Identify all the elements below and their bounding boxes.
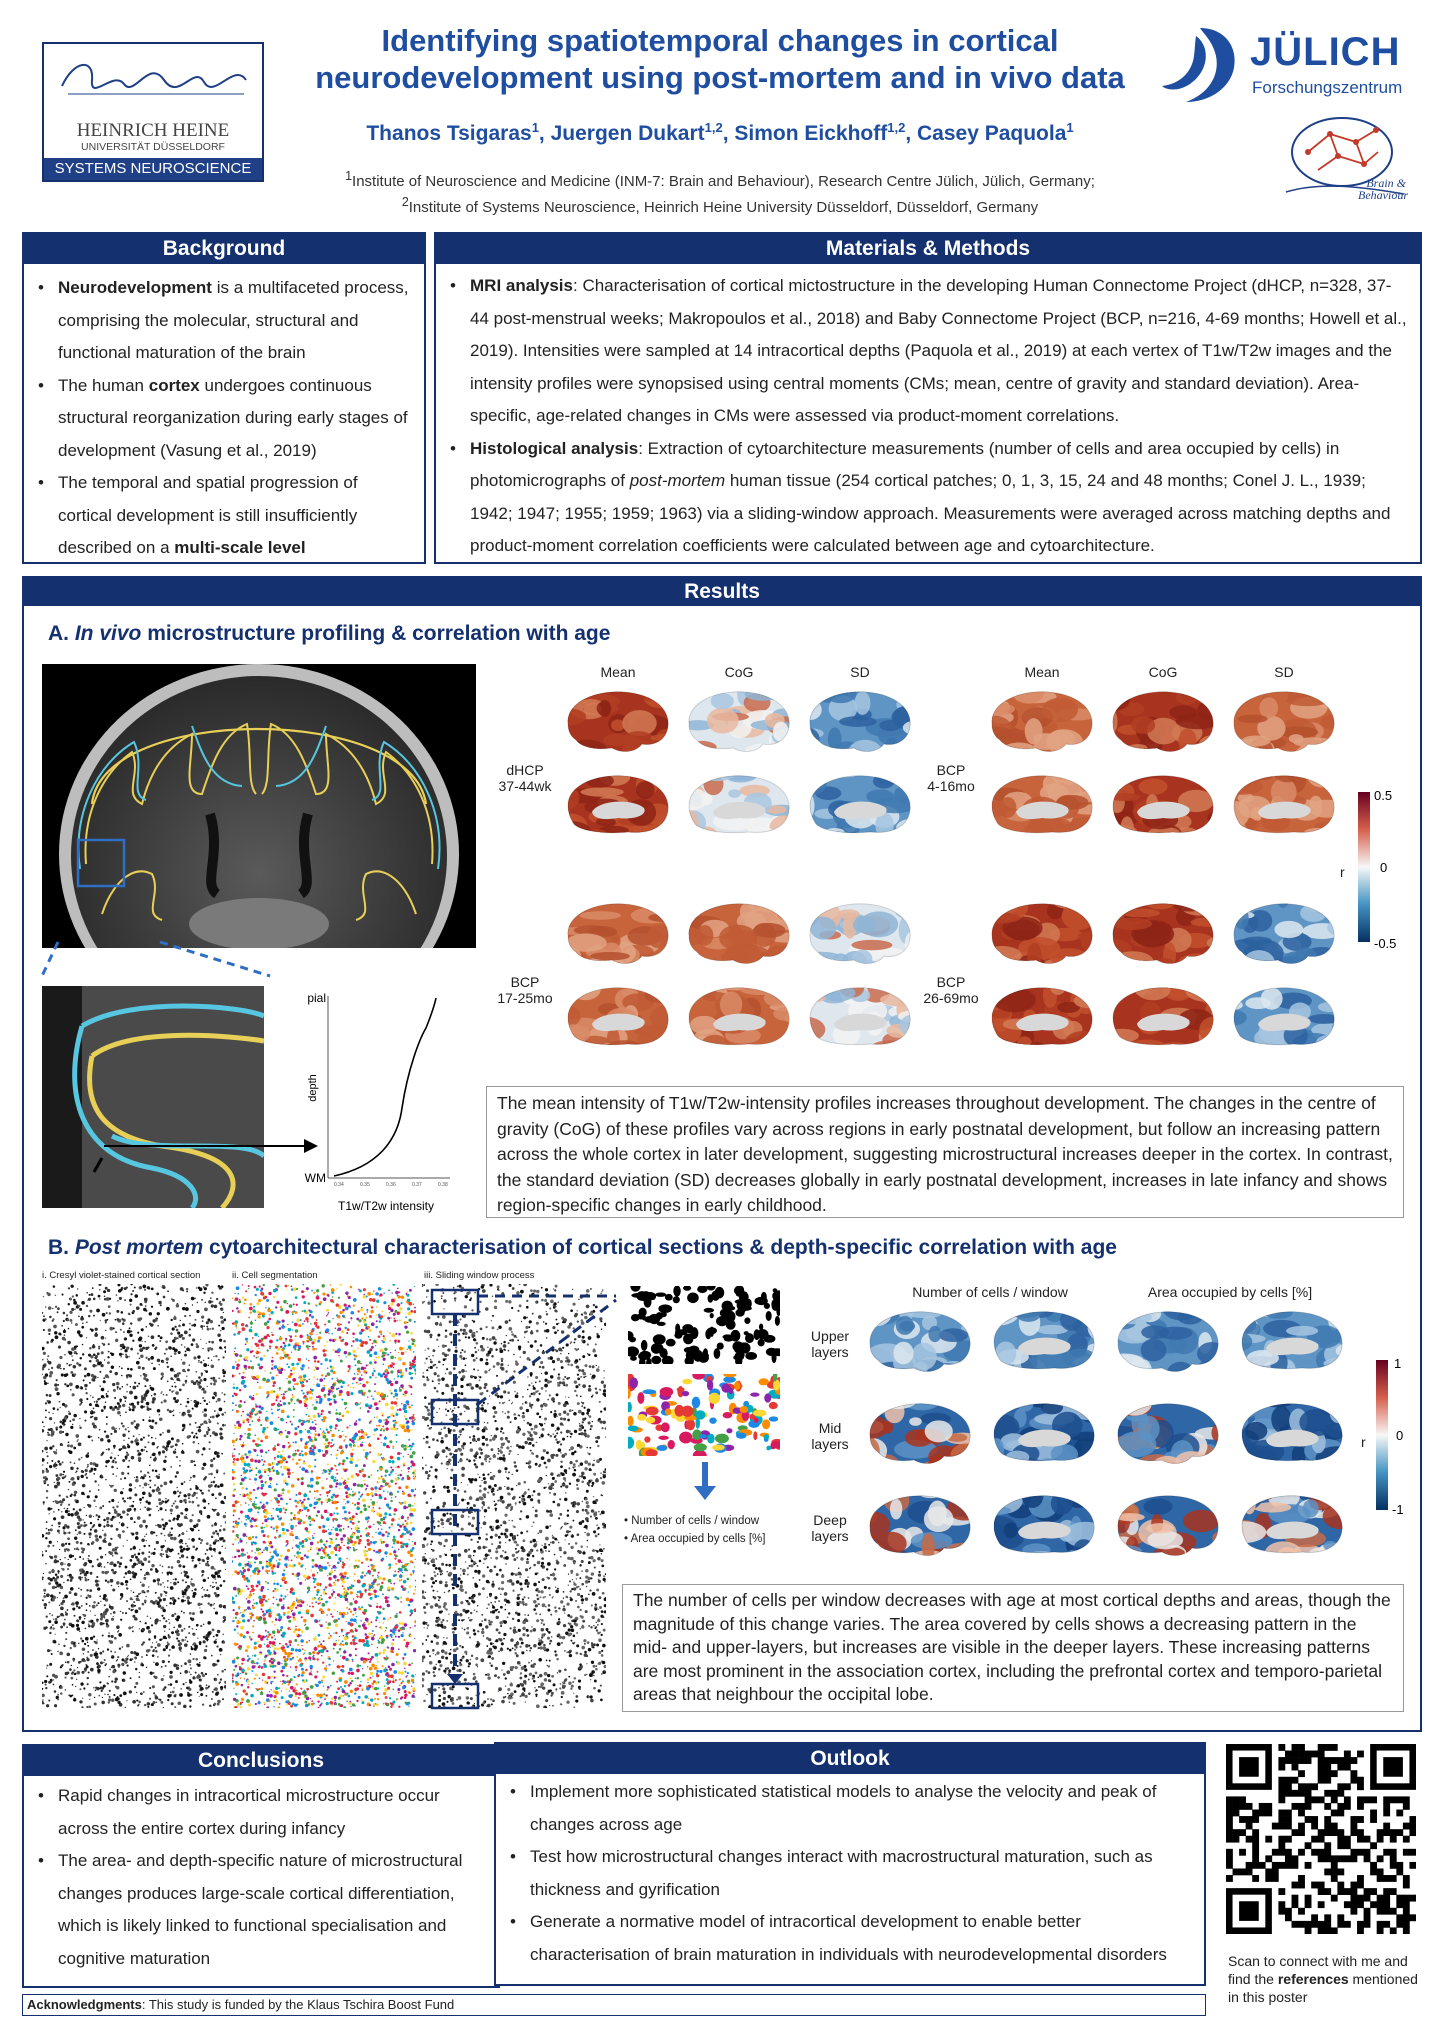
cortical-map-lateral: [804, 686, 916, 758]
cytoarchitecture-map: [864, 1490, 976, 1562]
binary-window-image: [628, 1286, 780, 1364]
cytoarchitecture-map: [1112, 1490, 1224, 1562]
group-label: BCP 4-16mo: [927, 762, 975, 794]
cytoarchitecture-map: [988, 1306, 1100, 1378]
panel-iii-label: iii. Sliding window process: [424, 1270, 535, 1281]
author-1: Juergen Dukart: [550, 122, 705, 145]
list-item: • The area- and depth-specific nature of microstructural changes produces large-scale cortical differentiation, which is likely linked to functional specialisation and cognitive maturation: [36, 1845, 486, 1975]
cortical-map-medial: [1228, 770, 1340, 842]
julich-sub: Forschungszentrum: [1252, 78, 1403, 97]
list-item: • Test how microstructural changes interact with macrostructural maturation, such as thickness and gyrification: [508, 1841, 1192, 1906]
profile-curve: [334, 998, 436, 1176]
cortical-map-lateral: [1228, 898, 1340, 970]
hhu-bar: SYSTEMS NEUROSCIENCE: [44, 158, 262, 180]
colorbar-a-max: 0.5: [1374, 788, 1393, 803]
cortical-map-lateral: [562, 686, 674, 758]
list-item: • Rapid changes in intracortical microstructure occur across the entire cortex during infancy: [36, 1780, 486, 1845]
cortical-map-medial: [562, 770, 674, 842]
conclusions-header: Conclusions: [24, 1746, 498, 1776]
panel-i-label: i. Cresyl violet-stained cortical section: [42, 1270, 201, 1281]
cytoarchitecture-map: [988, 1398, 1100, 1470]
colorbar-b-min: -1: [1392, 1502, 1404, 1517]
caption-b: The number of cells per window decreases with age at most cortical depths and areas, though the magnitude of this change varies. The area covered by cells shows a decreasing pattern in the mid- and upper-layers, but increases are visible in the deeper layers. These increasing patterns are most prominent in the association cortex, including the prefrontal cortex and temporo-parietal areas that neighbour the occipital lobe.: [622, 1584, 1404, 1712]
list-item: • Area occupied by cells [%]: [624, 1533, 766, 1545]
cortical-map-medial: [562, 982, 674, 1054]
intensity-profile-plot: [290, 988, 458, 1218]
section-a-title: A. In vivo microstructure profiling & correlation with age: [48, 622, 611, 645]
poster-title: [270, 22, 1170, 96]
panel-ii-label: ii. Cell segmentation: [232, 1270, 318, 1281]
list-item: • Histological analysis: Extraction of cytoarchitecture measurements (number of cells and area occupied by cells) in photomicrographs of post-mortem human tissue (254 cortical patches; 0, 1, 3, 15, 24 and 48 months; Conel J. L., 1939; 1942; 1947; 1955; 1959; 1963) via a sliding-window approach. Measurements were averaged across matching depths and product-moment correlation coefficients were calculated between age and cytoarchitecture.: [448, 433, 1408, 563]
qr-caption: Scan to connect with me and find the references mentioned in this poster: [1228, 1953, 1418, 2005]
down-arrow-icon: [694, 1462, 716, 1502]
cortical-map-medial: [986, 770, 1098, 842]
cortical-map-medial: [683, 770, 795, 842]
mri-coronal-image: [42, 664, 476, 948]
julich-logo: [1160, 26, 1422, 106]
map-col-header: CoG: [724, 664, 754, 680]
list-item: • The human cortex undergoes continuous structural reorganization during early stages of development (Vasung et al., 2019): [36, 370, 412, 468]
title-line-1: Identifying spatiotemporal changes in cortical: [381, 23, 1059, 58]
cortical-map-lateral: [1107, 686, 1219, 758]
section-b-title: B. Post mortem cytoarchitectural characterisation of cortical sections & depth-specific correlation with age: [48, 1236, 1117, 1259]
layer-label: Deep layers: [811, 1512, 849, 1544]
bb-line-1: Brain &: [1366, 176, 1406, 190]
julich-swoosh-icon: [1160, 26, 1238, 104]
affiliation-1: Institute of Neuroscience and Medicine (INM-7: Brain and Behaviour), Research Centre Jülich, Jülich, Germany;: [352, 173, 1095, 190]
group-label: dHCP 37-44wk: [498, 762, 552, 794]
map-col-header: Mean: [1024, 664, 1060, 680]
cortical-map-lateral: [562, 898, 674, 970]
cortical-map-lateral: [1228, 686, 1340, 758]
segmented-window-image: [628, 1374, 780, 1456]
map-col-header: SD: [850, 664, 870, 680]
profile-x-label: T1w/T2w intensity: [337, 1199, 435, 1213]
map-col-header: SD: [1274, 664, 1294, 680]
colorbar-b-max: 1: [1394, 1356, 1402, 1371]
profile-tick: 0.36: [386, 1182, 396, 1188]
hhu-logo: [42, 42, 264, 182]
cytoarchitecture-map: [864, 1306, 976, 1378]
author-3: Casey Paquola: [917, 122, 1067, 145]
cytoarchitecture-map: [1236, 1398, 1348, 1470]
cytoarchitecture-map: [864, 1398, 976, 1470]
cytoarchitecture-map: [1236, 1490, 1348, 1562]
profile-y-label: depth: [307, 1074, 319, 1102]
profile-top-label: pial: [307, 991, 326, 1005]
acknowledgments: Acknowledgments: This study is funded by the Klaus Tschira Boost Fund: [22, 1994, 1206, 2016]
colorbar-b-label: r: [1361, 1434, 1366, 1450]
colorbar-a-min: -0.5: [1374, 936, 1397, 951]
authors: Thanos Tsigaras$^1$, Juergen Dukart$^{1,2}$, Simon Eickhoff$^{1,2}$, Casey Paquola$^1$: [366, 120, 1074, 145]
map-col-header: Number of cells / window: [912, 1284, 1068, 1300]
background-header: Background: [24, 234, 424, 264]
profile-tick: 0.35: [360, 1182, 370, 1188]
methods-box: [434, 232, 1422, 564]
affiliations: $^1$Institute of Neuroscience and Medicine (INM-7: Brain and Behaviour), Research Centre Jülich, Jülich, Germany; $^2$Institute of Systems Neuroscience, Heinrich Heine University Düsseldorf, Düsseldorf, Germany: [345, 169, 1095, 216]
group-label: BCP 17-25mo: [497, 974, 553, 1006]
cell-segmentation-image: [232, 1284, 416, 1708]
cortical-map-lateral: [986, 686, 1098, 758]
cytoarchitecture-map: [1112, 1398, 1224, 1470]
layer-label: Mid layers: [811, 1420, 849, 1452]
list-item: • MRI analysis: Characterisation of cortical mictostructure in the developing Human Connectome Project (dHCP, n=328, 37-44 post-menstrual weeks; Makropoulos et al., 2018) and Baby Connectome Project (BCP, n=216, 4-69 months; Howell et al., 2019). Intensities were sampled at 14 intracortical depths (Paquola et al., 2019) at each vertex of T1w/T2w images and the intensity profiles were synopsised using central moments (CMs; mean, centre of gravity and standard deviation). Area-specific, age-related changes in CMs were assessed via product-moment correlations.: [448, 270, 1408, 433]
list-item: • Implement more sophisticated statistical models to analyse the velocity and peak of changes across age: [508, 1776, 1192, 1841]
background-box: [22, 232, 426, 564]
affiliation-2: Institute of Systems Neuroscience, Heinrich Heine University Düsseldorf, Düsseldorf, Germany: [408, 199, 1039, 216]
author-2: Simon Eickhoff: [734, 122, 888, 145]
mri-zoomed-patch: [42, 986, 264, 1208]
cortical-map-medial: [1107, 982, 1219, 1054]
cortical-map-medial: [986, 982, 1098, 1054]
cytoarchitecture-map: [1236, 1306, 1348, 1378]
zoom-connector-lines: [30, 940, 290, 980]
cortical-map-medial: [683, 982, 795, 1054]
author-affil-2: 1,2: [887, 120, 906, 135]
conclusions-list: [24, 1776, 498, 1975]
methods-header: Materials & Methods: [436, 234, 1420, 264]
list-item: • Generate a normative model of intracortical development to enable better characterisation of brain maturation in individuals with neurodevelopmental disorders: [508, 1906, 1192, 1971]
colorbar-a-label: r: [1340, 864, 1345, 880]
cortical-map-lateral: [1107, 898, 1219, 970]
profile-tick: 0.38: [438, 1182, 448, 1188]
colorbar-a-mid: 0: [1380, 860, 1388, 875]
cortical-map-medial: [1228, 982, 1340, 1054]
colorbar-b-mid: 0: [1396, 1428, 1404, 1443]
methods-list: [436, 264, 1420, 563]
cortical-map-lateral: [683, 898, 795, 970]
hhu-name: HEINRICH HEINE: [76, 120, 230, 141]
cortical-map-lateral: [804, 898, 916, 970]
cortical-map-medial: [804, 982, 916, 1054]
profile-tick: 0.34: [334, 1182, 344, 1188]
list-item: • Number of cells / window: [624, 1515, 760, 1527]
results-header: Results: [24, 578, 1420, 606]
cortical-map-lateral: [986, 898, 1098, 970]
caption-a: The mean intensity of T1w/T2w-intensity profiles increases throughout development. The changes in the centre of gravity (CoG) of these profiles vary across regions in early postnatal development, but follow an increasing pattern across the whole cortex in later development, suggesting microstructural increases deeper in the cortex. In contrast, the standard deviation (SD) decreases globally in early postnatal development, increases in late infancy and shows region-specific changes in early childhood.: [486, 1086, 1404, 1218]
author-0: Thanos Tsigaras: [366, 122, 532, 145]
cytoarchitecture-map: [988, 1490, 1100, 1562]
colorbar-a: [1356, 788, 1416, 958]
list-item: • Neurodevelopment is a multifaceted process, comprising the molecular, structural and functional maturation of the brain: [36, 272, 412, 370]
conclusions-box: [22, 1744, 500, 1988]
cortical-map-lateral: [683, 686, 795, 758]
measures-list: [624, 1512, 765, 1548]
list-item: • The temporal and spatial progression of cortical development is still insufficiently described on a multi-scale level: [36, 467, 412, 565]
signature-icon: [54, 50, 254, 102]
julich-name: JÜLICH: [1250, 30, 1401, 74]
colorbar-b: [1374, 1354, 1420, 1524]
brain-behaviour-logo: [1278, 112, 1410, 204]
map-col-header: Area occupied by cells [%]: [1147, 1284, 1313, 1300]
title-line-2: neurodevelopment using post-mortem and in vivo data: [315, 60, 1125, 95]
outlook-box: [494, 1742, 1206, 1986]
author-affil-3: 1: [1066, 120, 1074, 135]
background-list: [24, 264, 424, 565]
sliding-window-overlay: [420, 1280, 620, 1714]
cortical-map-medial: [804, 770, 916, 842]
hhu-sub: UNIVERSITÄT DÜSSELDORF: [81, 141, 225, 153]
qr-code[interactable]: [1226, 1744, 1416, 1934]
profile-bottom-label: WM: [304, 1171, 326, 1185]
map-col-header: CoG: [1148, 664, 1178, 680]
bb-line-2: Behaviour: [1358, 188, 1408, 202]
map-col-header: Mean: [600, 664, 636, 680]
profile-tick: 0.37: [412, 1182, 422, 1188]
cresyl-section-image: [42, 1284, 226, 1708]
group-label: BCP 26-69mo: [923, 974, 979, 1006]
cortical-map-medial: [1107, 770, 1219, 842]
outlook-header: Outlook: [496, 1744, 1204, 1774]
cytoarchitecture-map: [1112, 1306, 1224, 1378]
author-affil-1: 1,2: [704, 120, 723, 135]
outlook-list: [496, 1774, 1204, 1971]
author-affil-0: 1: [531, 120, 539, 135]
layer-label: Upper layers: [810, 1328, 850, 1360]
